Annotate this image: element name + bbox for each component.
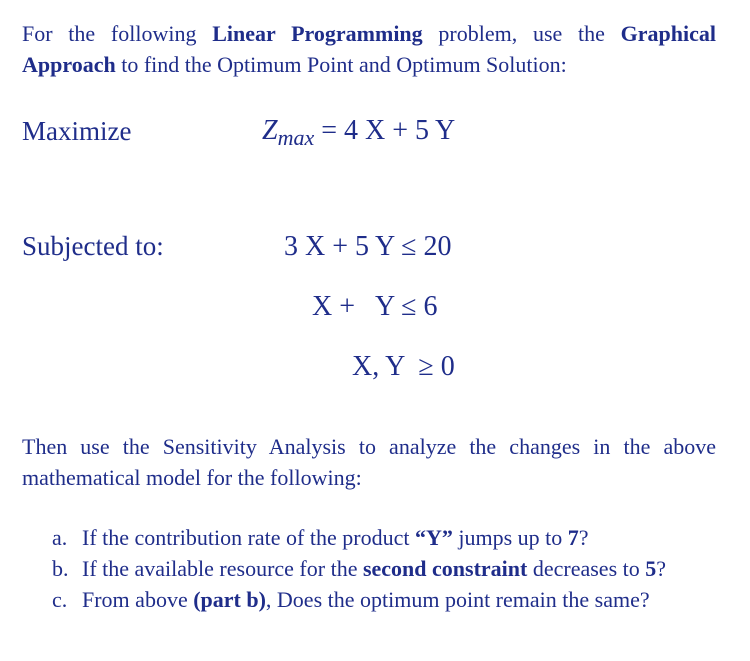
non-negativity-constraint: X, Y ≥ 0	[352, 351, 455, 382]
question-b-text-2: decreases to	[527, 556, 646, 581]
question-c	[52, 584, 666, 615]
objective-expression: = 4 X + 5 Y	[321, 115, 456, 146]
question-b-bold-2: 5	[645, 556, 657, 581]
question-a	[52, 522, 666, 553]
question-a-bold-1: “Y”	[414, 525, 453, 550]
question-a-text-1: If the contribution rate of the product	[82, 525, 415, 550]
question-b-letter: b.	[52, 556, 69, 581]
z-subscript: max	[277, 125, 315, 150]
problem-intro	[22, 18, 716, 80]
question-b-text-3: ?	[656, 556, 667, 581]
question-a-bold-2: 7	[567, 525, 579, 550]
constraint-2: X + Y ≤ 6	[312, 291, 438, 322]
question-c-text-1: From above	[82, 587, 194, 612]
objective-function	[262, 115, 455, 151]
z-variable	[262, 115, 315, 150]
question-a-text-3: ?	[578, 525, 589, 550]
maximize-label: Maximize	[22, 116, 132, 146]
question-b	[52, 553, 666, 584]
question-c-bold-1: (part b)	[193, 587, 266, 612]
constraint-1: 3 X + 5 Y ≤ 20	[284, 231, 452, 262]
intro-bold-graphical: Graphical	[620, 21, 716, 46]
intro-text-1: For the following	[22, 21, 213, 46]
question-c-text-2: , Does the optimum point remain the same?	[265, 587, 650, 612]
z-letter: Z	[262, 115, 278, 146]
question-b-text-1: If the available resource for the	[82, 556, 363, 581]
subjected-to-label: Subjected to:	[22, 231, 164, 261]
sensitivity-instructions: Then use the Sensitivity Analysis to analyze the changes in the above mathematical model for the following:	[22, 434, 716, 490]
question-c-letter: c.	[52, 587, 68, 612]
question-list	[52, 522, 666, 615]
question-a-letter: a.	[52, 525, 68, 550]
intro-text-3: to find the Optimum Point and Optimum Solution:	[115, 52, 567, 77]
intro-bold-approach: Approach	[22, 52, 116, 77]
intro-bold-linear-programming: Linear Programming	[212, 21, 423, 46]
question-a-text-2: jumps up to	[452, 525, 568, 550]
intro-text-2: problem, use the	[422, 21, 621, 46]
question-b-bold-1: second constraint	[362, 556, 528, 581]
